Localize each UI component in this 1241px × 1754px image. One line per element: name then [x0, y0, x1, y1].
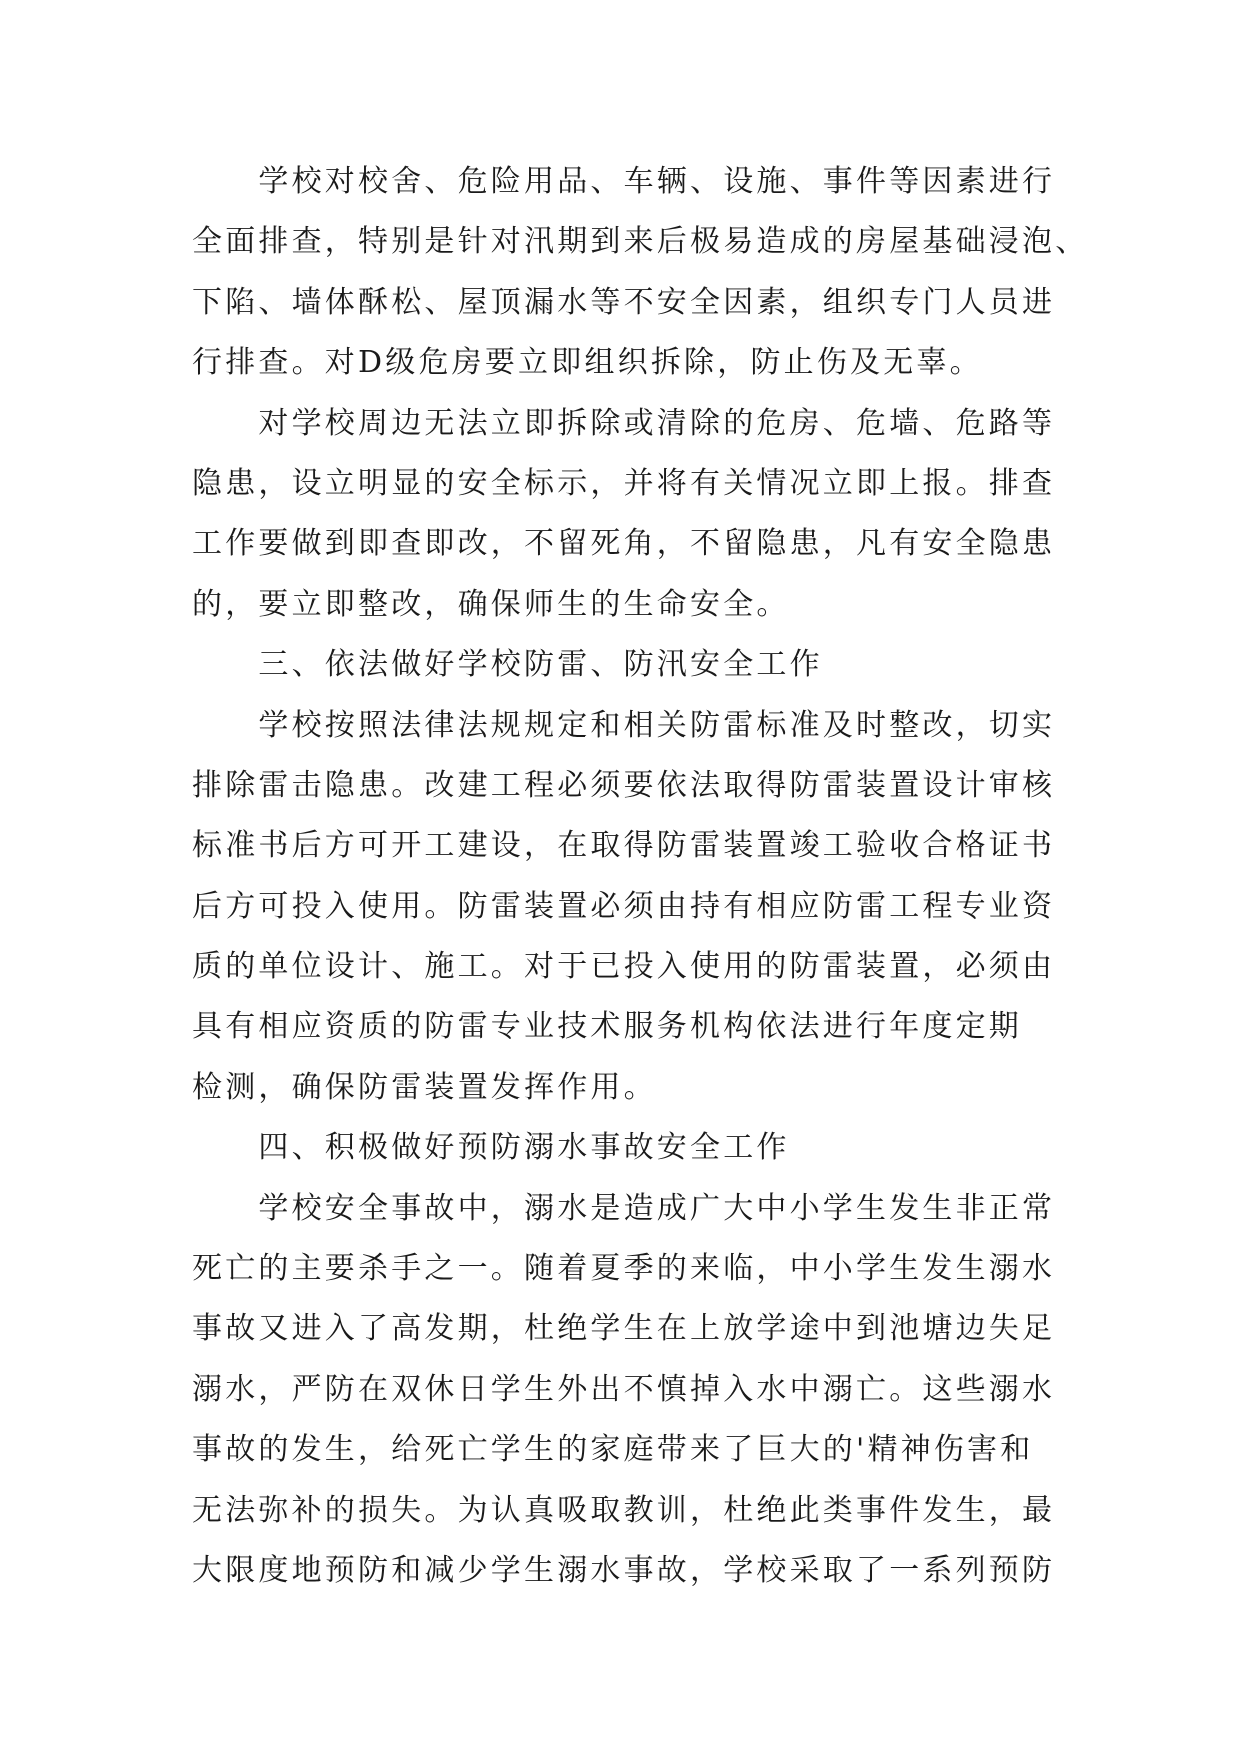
text-line: 工作要做到即查即改，不留死角，不留隐患，凡有安全隐患	[192, 526, 1056, 562]
text-line: 溺水，严防在双休日学生外出不慎掉入水中溺亡。这些溺水	[192, 1371, 1056, 1407]
document-body	[192, 152, 1092, 1601]
text-line: 标准书后方可开工建设，在取得防雷装置竣工验收合格证书	[192, 828, 1056, 864]
text-line: 全面排查，特别是针对汛期到来后极易造成的房屋基础浸泡、	[192, 224, 1089, 260]
text-line: 后方可投入使用。防雷装置必须由持有相应防雷工程专业资	[192, 888, 1056, 924]
text-line: 隐患，设立明显的安全标示，并将有关情况立即上报。排查	[192, 465, 1056, 501]
text-line: 行排查。对D级危房要立即组织拆除，防止伤及无辜。	[192, 345, 983, 381]
text-line: 学校安全事故中，溺水是造成广大中小学生发生非正常	[192, 1190, 1056, 1226]
text-line: 学校对校舍、危险用品、车辆、设施、事件等因素进行	[192, 164, 1056, 199]
section-heading: 四、积极做好预防溺水事故安全工作	[192, 1130, 790, 1166]
text-line: 事故的发生，给死亡学生的家庭带来了巨大的'精神伤害和	[192, 1432, 1034, 1468]
text-line: 排除雷击隐患。改建工程必须要依法取得防雷装置设计审核	[192, 767, 1056, 803]
text-line: 死亡的主要杀手之一。随着夏季的来临，中小学生发生溺水	[192, 1251, 1056, 1287]
text-line: 无法弥补的损失。为认真吸取教训，杜绝此类事件发生，最	[192, 1492, 1056, 1528]
text-line: 具有相应资质的防雷专业技术服务机构依法进行年度定期	[192, 1009, 1022, 1045]
text-line: 学校按照法律法规规定和相关防雷标准及时整改，切实	[192, 707, 1056, 743]
section-heading: 三、依法做好学校防雷、防汛安全工作	[192, 647, 823, 683]
text-line: 对学校周边无法立即拆除或清除的危房、危墙、危路等	[192, 405, 1056, 441]
text-line: 质的单位设计、施工。对于已投入使用的防雷装置，必须由	[192, 949, 1056, 985]
text-line: 检测，确保防雷装置发挥作用。	[192, 1069, 657, 1105]
text-line: 大限度地预防和减少学生溺水事故，学校采取了一系列预防	[192, 1552, 1056, 1588]
text-line: 下陷、墙体酥松、屋顶漏水等不安全因素，组织专门人员进	[192, 284, 1056, 320]
text-line: 的，要立即整改，确保师生的生命安全。	[192, 586, 790, 622]
text-line: 事故又进入了高发期，杜绝学生在上放学途中到池塘边失足	[192, 1311, 1056, 1347]
